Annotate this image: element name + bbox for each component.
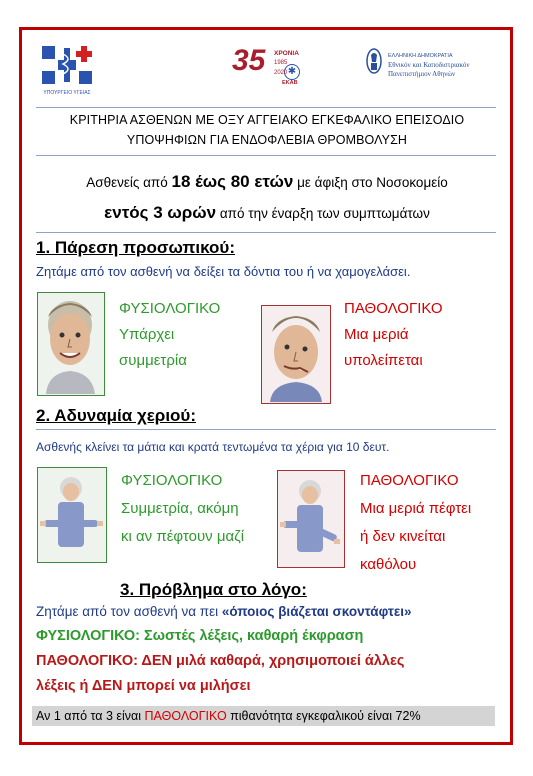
- abnormal-arms-photo: [277, 470, 345, 568]
- ministry-caption: ΥΠΟΥΡΓΕΙΟ ΥΓΕΙΑΣ: [43, 90, 91, 96]
- divider-title: [36, 155, 496, 156]
- section-3-abnormal-line-2: λέξεις ή ΔΕΝ μπορεί να μιλήσει: [36, 678, 251, 694]
- anniversary-word: ΧΡΟΝΙΑ: [274, 50, 299, 57]
- divider-section-2: [36, 429, 496, 430]
- athena-emblem-icon: [366, 48, 382, 74]
- section-2-abnormal-line-3: καθόλου: [360, 556, 417, 573]
- arm-drift-icon: [278, 471, 343, 566]
- section-1-abnormal-line-1: Μια μεριά: [344, 326, 409, 343]
- footer-prefix: Αν 1 από τα 3 είναι: [36, 709, 145, 723]
- abnormal-face-photo: [261, 305, 331, 404]
- title-line-1: ΚΡΙΤΗΡΙΑ ΑΣΘΕΝΩΝ ΜΕ ΟΞΥ ΑΓΓΕΙΑΚΟ ΕΓΚΕΦΑΛΙΚΟ ΕΠΕΙΣΟΔΙΟ: [69, 113, 465, 127]
- age-range: 18 έως 80 ετών: [171, 172, 294, 191]
- footer-highlight: ΠΑΘΟΛΟΓΙΚΟ: [144, 709, 227, 723]
- time-suffix: από την έναρξη των συμπτωμάτων: [216, 206, 430, 221]
- section-2-normal-line-1: Συμμετρία, ακόμη: [121, 500, 239, 517]
- divider-top: [36, 107, 496, 108]
- normal-face-photo: [37, 292, 105, 396]
- section-3-heading: 3. Πρόβλημα στο λόγο:: [120, 580, 307, 599]
- section-2-heading: 2. Αδυναμία χεριού:: [36, 406, 196, 425]
- section-2-abnormal-line-2: ή δεν κινείται: [360, 528, 446, 545]
- anniversary-year-start: 1985: [274, 60, 288, 66]
- age-suffix: με άφιξη στο Νοσοκομείο: [293, 175, 448, 190]
- ministry-of-health-logo: [42, 46, 92, 96]
- section-2-instruction: Ασθενής κλείνει τα μάτια και κρατά τεντωμένα τα χέρια για 10 δευτ.: [36, 440, 390, 454]
- section-1-abnormal-title: ΠΑΘΟΛΟΓΙΚΟ: [344, 300, 443, 317]
- university-line1: ΕΛΛΗΝΙΚΗ ΔΗΜΟΚΡΑΤΙΑ: [388, 53, 453, 59]
- section-2-normal-title: ΦΥΣΙΟΛΟΓΙΚΟ: [121, 472, 223, 489]
- section-3-abnormal-line-1: ΠΑΘΟΛΟΓΙΚΟ: ΔΕΝ μιλά καθαρά, χρησιμοποιεί άλλες: [36, 653, 405, 669]
- section-1-heading: 1. Πάρεση προσωπικού:: [36, 238, 235, 257]
- section-1-normal-line-2: συμμετρία: [119, 352, 187, 369]
- section-2-abnormal-line-1: Μια μεριά πέφτει: [360, 500, 472, 517]
- section-3-instruction-text: Ζητάμε από τον ασθενή να πει: [36, 604, 222, 619]
- star-of-life-icon: ✱: [284, 64, 300, 80]
- section-1-normal-title: ΦΥΣΙΟΛΟΓΙΚΟ: [119, 300, 221, 317]
- section-3-instruction: [36, 604, 412, 619]
- section-3-normal-line: ΦΥΣΙΟΛΟΓΙΚΟ: Σωστές λέξεις, καθαρή έκφραση: [36, 628, 364, 644]
- ekab-org-label: ΕΚΑΒ: [282, 80, 298, 86]
- section-1-normal-line-1: Υπάρχει: [119, 326, 175, 343]
- drooping-face-icon: [262, 306, 329, 402]
- smiling-face-icon: [38, 293, 103, 394]
- age-prefix: Ασθενείς από: [86, 175, 172, 190]
- normal-arms-photo: [37, 467, 107, 563]
- university-line3: Πανεπιστήμιον Αθηνών: [388, 70, 456, 78]
- medical-cross-icon: [42, 46, 92, 84]
- anniversary-number: 35: [232, 44, 266, 77]
- footer-note: [36, 709, 421, 723]
- anniversary-year-end: 2020: [274, 70, 288, 76]
- section-2-normal-line-2: κι αν πέφτουν μαζί: [121, 528, 245, 545]
- section-1-instruction: Ζητάμε από τον ασθενή να δείξει τα δόντια του ή να χαμογελάσει.: [36, 264, 411, 279]
- time-criterion: [30, 203, 504, 223]
- university-line2: Εθνικόν και Καποδιστριακόν: [388, 61, 470, 69]
- section-2-abnormal-title: ΠΑΘΟΛΟΓΙΚΟ: [360, 472, 459, 489]
- ekab-anniversary-logo: [232, 46, 304, 94]
- age-criterion: [30, 172, 504, 192]
- time-window: εντός 3 ωρών: [104, 203, 217, 222]
- university-logo: [366, 48, 516, 88]
- arms-level-icon: [38, 468, 105, 561]
- test-phrase: «όποιος βιάζεται σκοντάφτει»: [221, 604, 412, 619]
- section-1-abnormal-line-2: υπολείπεται: [344, 352, 423, 369]
- footer-suffix: πιθανότητα εγκεφαλικού είναι 72%: [226, 709, 421, 723]
- title-line-2: ΥΠΟΨΗΦΙΩΝ ΓΙΑ ΕΝΔΟΦΛΕΒΙΑ ΘΡΟΜΒΟΛΥΣΗ: [126, 133, 408, 147]
- divider-criteria: [36, 232, 496, 233]
